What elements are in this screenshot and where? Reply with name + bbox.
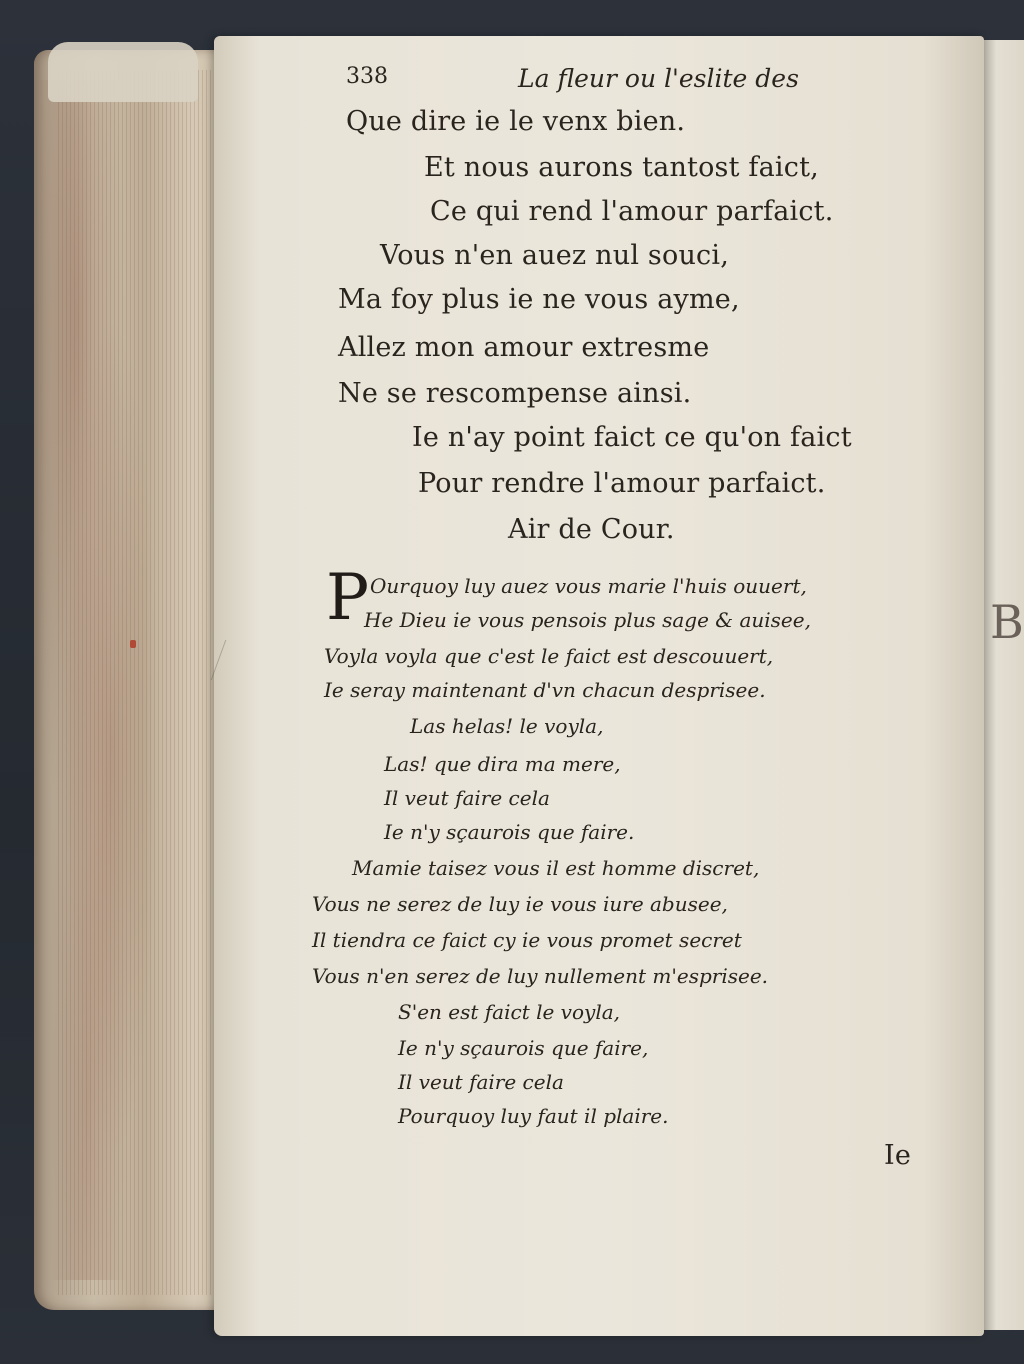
verse-line: Pour rendre l'amour parfaict. — [418, 468, 826, 499]
foxing-stains — [40, 80, 160, 1280]
verse-line: Ie n'ay point faict ce qu'on faict — [412, 422, 852, 453]
verse-line: Allez mon amour extresme — [338, 332, 710, 363]
red-ink-mark — [130, 640, 136, 648]
verse-line: Las! que dira ma mere, — [384, 752, 621, 776]
verse-line: Ie n'y sçaurois que faire, — [398, 1036, 649, 1060]
verse-line: Vous ne serez de luy ie vous iure abusee, — [312, 892, 728, 916]
verse-line: Voyla voyla que c'est le faict est descouuert, — [324, 644, 774, 668]
verse-line: Vous n'en serez de luy nullement m'esprisee. — [312, 964, 769, 988]
verse-line: Ourquoy luy auez vous marie l'huis ouuert, — [370, 574, 807, 598]
verse-line: S'en est faict le voyla, — [398, 1000, 620, 1024]
verse-line: Mamie taisez vous il est homme discret, — [352, 856, 760, 880]
page-number: 338 — [346, 64, 388, 89]
adjacent-page-fragment: B — [990, 595, 1024, 649]
running-title: La fleur ou l'eslite des — [518, 64, 799, 93]
verse-line: Ne se rescompense ainsi. — [338, 378, 692, 409]
verse-line: Las helas! le voyla, — [410, 714, 604, 738]
verse-line: Ce qui rend l'amour parfaict. — [430, 196, 834, 227]
verse-line: Et nous aurons tantost faict, — [424, 152, 819, 183]
verse-line: Vous n'en auez nul souci, — [380, 240, 729, 271]
section-title: Air de Cour. — [508, 514, 675, 545]
verse-line: Pourquoy luy faut il plaire. — [398, 1104, 669, 1128]
catchword: Ie — [884, 1140, 912, 1171]
verse-line: Ie seray maintenant d'vn chacun desprisee. — [324, 678, 766, 702]
verse-line: Il veut faire cela — [384, 786, 550, 810]
verse-line: Que dire ie le venx bien. — [346, 106, 686, 137]
adjacent-page-edge — [978, 40, 1024, 1330]
verse-line: Il veut faire cela — [398, 1070, 564, 1094]
verse-line: Ie n'y sçaurois que faire. — [384, 820, 635, 844]
verse-line: Il tiendra ce faict cy ie vous promet secret — [312, 928, 742, 952]
drop-cap: P — [326, 561, 370, 635]
verse-line: He Dieu ie vous pensois plus sage & auisee, — [364, 608, 811, 632]
book-headband — [48, 42, 198, 102]
verse-line: Ma foy plus ie ne vous ayme, — [338, 284, 740, 315]
